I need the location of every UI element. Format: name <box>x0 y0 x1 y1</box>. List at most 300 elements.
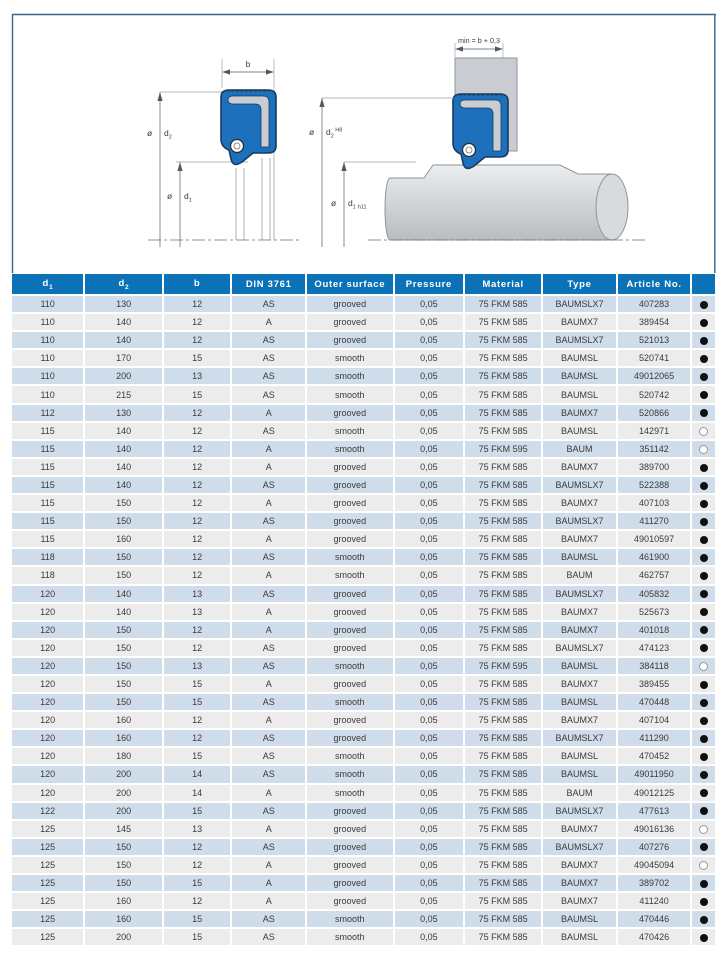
cell-pressure: 0,05 <box>395 405 464 421</box>
cell-b: 14 <box>164 766 230 782</box>
cell-outer-surface: smooth <box>307 658 393 674</box>
cell-availability <box>692 350 715 366</box>
cell-b: 15 <box>164 748 230 764</box>
cell-din: AS <box>232 839 305 855</box>
dimension-d1-h11-label: ø $d_1$ h11 <box>331 198 367 211</box>
cell-material: 75 FKM 585 <box>465 567 541 583</box>
availability-filled-icon <box>700 464 708 472</box>
cell-availability <box>692 676 715 692</box>
availability-filled-icon <box>700 626 708 634</box>
cell-availability <box>692 368 715 384</box>
cell-pressure: 0,05 <box>395 495 464 511</box>
cell-d2: 150 <box>85 694 162 710</box>
availability-filled-icon <box>700 789 708 797</box>
cell-outer-surface: grooved <box>307 405 393 421</box>
availability-filled-icon <box>700 482 708 490</box>
cell-type: BAUMX7 <box>543 314 616 330</box>
cell-material: 75 FKM 585 <box>465 766 541 782</box>
cell-d1: 110 <box>12 350 83 366</box>
cell-d2: 160 <box>85 712 162 728</box>
cell-availability <box>692 712 715 728</box>
cell-availability <box>692 893 715 909</box>
cell-type: BAUMSLX7 <box>543 513 616 529</box>
availability-filled-icon <box>700 735 708 743</box>
availability-filled-icon <box>700 355 708 363</box>
cell-d2: 200 <box>85 766 162 782</box>
cell-type: BAUMSLX7 <box>543 477 616 493</box>
cell-article-no: 520741 <box>618 350 691 366</box>
cell-b: 12 <box>164 405 230 421</box>
cell-material: 75 FKM 585 <box>465 604 541 620</box>
cell-material: 75 FKM 585 <box>465 730 541 746</box>
cell-d2: 130 <box>85 296 162 312</box>
cell-d2: 150 <box>85 495 162 511</box>
cell-d2: 150 <box>85 513 162 529</box>
cell-pressure: 0,05 <box>395 386 464 402</box>
availability-filled-icon <box>700 518 708 526</box>
cell-type: BAUMX7 <box>543 712 616 728</box>
cell-din: AS <box>232 803 305 819</box>
cell-d2: 200 <box>85 803 162 819</box>
cell-d1: 115 <box>12 423 83 439</box>
cell-d1: 120 <box>12 694 83 710</box>
cell-din: AS <box>232 296 305 312</box>
cell-availability <box>692 640 715 656</box>
shaft-section <box>385 165 612 240</box>
cell-d2: 140 <box>85 441 162 457</box>
cell-material: 75 FKM 585 <box>465 423 541 439</box>
dimension-b-label: b <box>245 59 251 69</box>
cell-d2: 150 <box>85 549 162 565</box>
cell-article-no: 462757 <box>618 567 691 583</box>
table-row <box>12 350 715 366</box>
col-header-type: Type <box>543 274 616 294</box>
cell-d1: 115 <box>12 441 83 457</box>
cell-d2: 170 <box>85 350 162 366</box>
cell-type: BAUMX7 <box>543 604 616 620</box>
cell-availability <box>692 730 715 746</box>
cell-d2: 140 <box>85 459 162 475</box>
cell-availability <box>692 296 715 312</box>
cell-din: AS <box>232 513 305 529</box>
cell-din: A <box>232 676 305 692</box>
cell-availability <box>692 875 715 891</box>
table-row <box>12 893 715 909</box>
cell-article-no: 411290 <box>618 730 691 746</box>
cell-din: A <box>232 495 305 511</box>
cell-pressure: 0,05 <box>395 640 464 656</box>
cell-din: AS <box>232 658 305 674</box>
cell-d1: 125 <box>12 857 83 873</box>
cell-type: BAUM <box>543 441 616 457</box>
cell-pressure: 0,05 <box>395 893 464 909</box>
availability-filled-icon <box>700 699 708 707</box>
cell-b: 14 <box>164 785 230 801</box>
availability-filled-icon <box>700 608 708 616</box>
cell-pressure: 0,05 <box>395 477 464 493</box>
cell-d1: 110 <box>12 368 83 384</box>
table-row <box>12 314 715 330</box>
cell-d1: 112 <box>12 405 83 421</box>
cell-d2: 140 <box>85 423 162 439</box>
cell-din: A <box>232 604 305 620</box>
availability-filled-icon <box>700 409 708 417</box>
availability-filled-icon <box>700 880 708 888</box>
cell-d1: 115 <box>12 495 83 511</box>
cell-d2: 150 <box>85 676 162 692</box>
cell-d1: 120 <box>12 640 83 656</box>
cell-b: 12 <box>164 857 230 873</box>
cell-d1: 120 <box>12 766 83 782</box>
cell-article-no: 401018 <box>618 622 691 638</box>
cell-type: BAUMX7 <box>543 857 616 873</box>
cell-material: 75 FKM 585 <box>465 622 541 638</box>
cell-type: BAUMSLX7 <box>543 730 616 746</box>
cell-d1: 125 <box>12 875 83 891</box>
cell-article-no: 389700 <box>618 459 691 475</box>
seal-section-diagram <box>147 59 302 247</box>
availability-filled-icon <box>700 554 708 562</box>
availability-open-icon <box>699 825 708 834</box>
cell-din: AS <box>232 694 305 710</box>
cell-b: 12 <box>164 477 230 493</box>
cell-material: 75 FKM 585 <box>465 513 541 529</box>
cell-availability <box>692 839 715 855</box>
cell-din: AS <box>232 730 305 746</box>
table-row <box>12 712 715 728</box>
dimension-d1-label: ø $d_1$ <box>167 191 192 204</box>
col-header-article-no: Article No. <box>618 274 691 294</box>
cell-pressure: 0,05 <box>395 839 464 855</box>
cell-type: BAUMX7 <box>543 405 616 421</box>
cell-outer-surface: grooved <box>307 459 393 475</box>
cell-din: A <box>232 622 305 638</box>
cell-pressure: 0,05 <box>395 567 464 583</box>
cell-type: BAUMSL <box>543 748 616 764</box>
col-header-d2: $d_2$ <box>85 274 162 294</box>
cell-availability <box>692 857 715 873</box>
technical-diagram <box>0 0 720 273</box>
cell-article-no: 49016136 <box>618 821 691 837</box>
cell-outer-surface: smooth <box>307 567 393 583</box>
cell-b: 13 <box>164 658 230 674</box>
cell-type: BAUMX7 <box>543 676 616 692</box>
cell-d1: 125 <box>12 911 83 927</box>
cell-outer-surface: grooved <box>307 821 393 837</box>
cell-d2: 150 <box>85 875 162 891</box>
cell-material: 75 FKM 595 <box>465 441 541 457</box>
cell-b: 13 <box>164 604 230 620</box>
cell-din: A <box>232 567 305 583</box>
cell-pressure: 0,05 <box>395 712 464 728</box>
table-row <box>12 296 715 312</box>
cell-article-no: 389454 <box>618 314 691 330</box>
table-header-row <box>12 274 715 294</box>
col-header-pressure: Pressure <box>395 274 464 294</box>
cell-availability <box>692 766 715 782</box>
cell-din: AS <box>232 748 305 764</box>
cell-article-no: 407103 <box>618 495 691 511</box>
cell-b: 12 <box>164 459 230 475</box>
dimension-d2-label: ø $d_2$ <box>147 128 172 141</box>
cell-availability <box>692 513 715 529</box>
cell-din: A <box>232 314 305 330</box>
cell-b: 13 <box>164 368 230 384</box>
cell-d2: 150 <box>85 622 162 638</box>
cell-outer-surface: grooved <box>307 893 393 909</box>
cell-d2: 215 <box>85 386 162 402</box>
cell-outer-surface: smooth <box>307 929 393 945</box>
table-row <box>12 766 715 782</box>
cell-article-no: 351142 <box>618 441 691 457</box>
col-header-availability <box>692 274 715 294</box>
cell-outer-surface: smooth <box>307 694 393 710</box>
cell-d2: 200 <box>85 785 162 801</box>
col-header-outer-surface: Outer surface <box>307 274 393 294</box>
cell-din: AS <box>232 929 305 945</box>
cell-b: 12 <box>164 730 230 746</box>
cell-din: AS <box>232 423 305 439</box>
cell-outer-surface: grooved <box>307 712 393 728</box>
cell-article-no: 389702 <box>618 875 691 891</box>
cell-article-no: 520742 <box>618 386 691 402</box>
cell-d1: 120 <box>12 622 83 638</box>
cell-material: 75 FKM 585 <box>465 350 541 366</box>
cell-din: A <box>232 531 305 547</box>
cell-outer-surface: grooved <box>307 803 393 819</box>
cell-d1: 110 <box>12 314 83 330</box>
cell-article-no: 411270 <box>618 513 691 529</box>
cell-din: A <box>232 712 305 728</box>
table-row <box>12 513 715 529</box>
cell-type: BAUMSLX7 <box>543 586 616 602</box>
cell-pressure: 0,05 <box>395 513 464 529</box>
cell-d1: 120 <box>12 785 83 801</box>
cell-availability <box>692 459 715 475</box>
cell-availability <box>692 405 715 421</box>
cell-outer-surface: smooth <box>307 423 393 439</box>
cell-availability <box>692 911 715 927</box>
availability-filled-icon <box>700 319 708 327</box>
cell-pressure: 0,05 <box>395 911 464 927</box>
table-row <box>12 730 715 746</box>
cell-d2: 160 <box>85 911 162 927</box>
cell-availability <box>692 423 715 439</box>
table-row <box>12 423 715 439</box>
table-row <box>12 694 715 710</box>
shaft-end-face <box>596 174 628 240</box>
cell-availability <box>692 929 715 945</box>
cell-material: 75 FKM 585 <box>465 748 541 764</box>
cell-outer-surface: grooved <box>307 586 393 602</box>
cell-pressure: 0,05 <box>395 803 464 819</box>
availability-filled-icon <box>700 536 708 544</box>
cell-material: 75 FKM 585 <box>465 875 541 891</box>
table-row <box>12 622 715 638</box>
cell-din: AS <box>232 368 305 384</box>
cell-outer-surface: grooved <box>307 622 393 638</box>
cell-outer-surface: grooved <box>307 839 393 855</box>
cell-material: 75 FKM 585 <box>465 911 541 927</box>
cell-din: A <box>232 893 305 909</box>
cell-b: 12 <box>164 893 230 909</box>
availability-open-icon <box>699 445 708 454</box>
cell-type: BAUMX7 <box>543 459 616 475</box>
availability-filled-icon <box>700 373 708 381</box>
cell-material: 75 FKM 585 <box>465 676 541 692</box>
cell-pressure: 0,05 <box>395 531 464 547</box>
availability-filled-icon <box>700 771 708 779</box>
availability-filled-icon <box>700 807 708 815</box>
cell-article-no: 384118 <box>618 658 691 674</box>
cell-pressure: 0,05 <box>395 459 464 475</box>
availability-filled-icon <box>700 843 708 851</box>
cell-article-no: 49011950 <box>618 766 691 782</box>
cell-d2: 150 <box>85 567 162 583</box>
cell-material: 75 FKM 585 <box>465 785 541 801</box>
cell-outer-surface: smooth <box>307 386 393 402</box>
cell-d1: 115 <box>12 531 83 547</box>
table-row <box>12 875 715 891</box>
cell-material: 75 FKM 585 <box>465 495 541 511</box>
cell-b: 12 <box>164 622 230 638</box>
cell-type: BAUMSL <box>543 423 616 439</box>
cell-din: A <box>232 405 305 421</box>
cell-pressure: 0,05 <box>395 676 464 692</box>
cell-d1: 115 <box>12 477 83 493</box>
cell-article-no: 470426 <box>618 929 691 945</box>
cell-material: 75 FKM 585 <box>465 929 541 945</box>
cell-availability <box>692 821 715 837</box>
availability-filled-icon <box>700 590 708 598</box>
cell-d2: 160 <box>85 730 162 746</box>
cell-availability <box>692 441 715 457</box>
cell-d1: 115 <box>12 513 83 529</box>
table-row <box>12 459 715 475</box>
cell-din: A <box>232 875 305 891</box>
cell-outer-surface: grooved <box>307 875 393 891</box>
col-header-din: DIN 3761 <box>232 274 305 294</box>
cell-d2: 200 <box>85 368 162 384</box>
table-row <box>12 586 715 602</box>
cell-pressure: 0,05 <box>395 766 464 782</box>
cell-outer-surface: smooth <box>307 441 393 457</box>
cell-b: 15 <box>164 803 230 819</box>
availability-filled-icon <box>700 500 708 508</box>
cell-b: 12 <box>164 839 230 855</box>
cell-pressure: 0,05 <box>395 350 464 366</box>
cell-type: BAUMSL <box>543 368 616 384</box>
cell-material: 75 FKM 585 <box>465 386 541 402</box>
cell-d2: 150 <box>85 640 162 656</box>
cell-d2: 140 <box>85 586 162 602</box>
cell-outer-surface: smooth <box>307 785 393 801</box>
cell-article-no: 525673 <box>618 604 691 620</box>
cell-pressure: 0,05 <box>395 821 464 837</box>
table-row <box>12 857 715 873</box>
cell-d2: 140 <box>85 332 162 348</box>
cell-din: AS <box>232 549 305 565</box>
cell-d2: 160 <box>85 893 162 909</box>
cell-pressure: 0,05 <box>395 730 464 746</box>
cell-b: 12 <box>164 513 230 529</box>
cell-outer-surface: grooved <box>307 296 393 312</box>
cell-din: AS <box>232 586 305 602</box>
cell-d2: 150 <box>85 658 162 674</box>
cell-pressure: 0,05 <box>395 423 464 439</box>
cell-material: 75 FKM 585 <box>465 368 541 384</box>
cell-article-no: 474123 <box>618 640 691 656</box>
cell-din: AS <box>232 350 305 366</box>
cell-pressure: 0,05 <box>395 368 464 384</box>
cell-d1: 122 <box>12 803 83 819</box>
cell-b: 12 <box>164 567 230 583</box>
availability-open-icon <box>699 861 708 870</box>
cell-material: 75 FKM 585 <box>465 712 541 728</box>
cell-d2: 200 <box>85 929 162 945</box>
cell-type: BAUMX7 <box>543 821 616 837</box>
cell-availability <box>692 586 715 602</box>
cell-availability <box>692 495 715 511</box>
cell-material: 75 FKM 585 <box>465 694 541 710</box>
cell-type: BAUMX7 <box>543 531 616 547</box>
cell-b: 12 <box>164 549 230 565</box>
table-row <box>12 839 715 855</box>
cell-d1: 120 <box>12 604 83 620</box>
cell-d1: 125 <box>12 821 83 837</box>
cell-d2: 160 <box>85 531 162 547</box>
cell-b: 15 <box>164 694 230 710</box>
cell-type: BAUMSL <box>543 911 616 927</box>
cell-pressure: 0,05 <box>395 604 464 620</box>
cell-outer-surface: grooved <box>307 495 393 511</box>
cell-material: 75 FKM 585 <box>465 296 541 312</box>
cell-din: A <box>232 857 305 873</box>
cell-pressure: 0,05 <box>395 929 464 945</box>
cell-d1: 118 <box>12 567 83 583</box>
cell-type: BAUMX7 <box>543 893 616 909</box>
cell-type: BAUMSL <box>543 386 616 402</box>
cell-d2: 140 <box>85 477 162 493</box>
cell-availability <box>692 622 715 638</box>
cell-availability <box>692 604 715 620</box>
cell-type: BAUMX7 <box>543 495 616 511</box>
cell-d1: 120 <box>12 730 83 746</box>
cell-pressure: 0,05 <box>395 694 464 710</box>
cell-outer-surface: grooved <box>307 477 393 493</box>
cell-pressure: 0,05 <box>395 549 464 565</box>
cell-material: 75 FKM 585 <box>465 531 541 547</box>
cell-article-no: 49010597 <box>618 531 691 547</box>
cell-type: BAUMSL <box>543 766 616 782</box>
dimension-d2-h8-label: ø $d_2^{H8}$ <box>309 127 343 140</box>
cell-material: 75 FKM 585 <box>465 405 541 421</box>
cell-d1: 120 <box>12 676 83 692</box>
cell-availability <box>692 658 715 674</box>
cell-b: 12 <box>164 423 230 439</box>
cell-b: 12 <box>164 441 230 457</box>
cell-d2: 145 <box>85 821 162 837</box>
cell-article-no: 407104 <box>618 712 691 728</box>
table-row <box>12 332 715 348</box>
cell-availability <box>692 314 715 330</box>
availability-filled-icon <box>700 717 708 725</box>
cell-type: BAUM <box>543 785 616 801</box>
cell-article-no: 405832 <box>618 586 691 602</box>
table-row <box>12 911 715 927</box>
table-row <box>12 386 715 402</box>
cell-article-no: 49045094 <box>618 857 691 873</box>
